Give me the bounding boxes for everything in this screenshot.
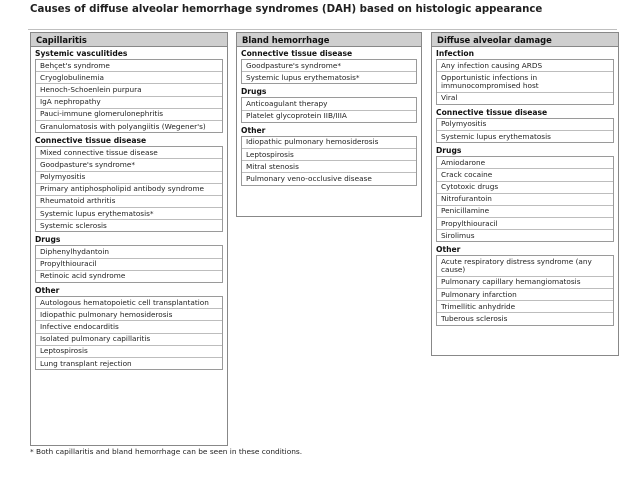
list-item: Anticoagulant therapy [242,98,416,110]
list-item: Idiopathic pulmonary hemosiderosis [36,309,222,321]
list-item: Platelet glycoprotein IIB/IIIA [246,111,347,121]
list-item: Lung transplant rejection [40,358,132,368]
list-item: Goodpasture's syndrome* [242,60,416,72]
section-heading: Drugs [241,87,267,97]
list-item: Penicillamine [437,206,613,218]
list-item: Retinoic acid syndrome [40,271,126,281]
list-item: Cryoglobulinemia [36,72,222,84]
list-item: Henoch-Schoenlein purpura [36,84,222,96]
section-heading: Connective tissue disease [241,49,353,58]
item-list [35,59,223,133]
item-list [436,156,614,242]
list-item: Crack cocaine [437,169,613,181]
item-list [241,97,417,122]
section-heading: Infection [436,49,475,58]
list-item: Propylthiouracil [437,218,613,230]
list-item: Leptospirosis [36,346,222,358]
list-item: Systemic sclerosis [40,220,107,230]
list-item: Acute respiratory distress syndrome (any cause) [437,256,613,276]
list-item: Leptospirosis [242,149,416,161]
item-list [436,118,614,143]
item-list [35,146,223,232]
list-item: Nitrofurantoin [437,194,613,206]
list-item: Idiopathic pulmonary hemosiderosis [242,137,416,149]
section-heading: Drugs [35,235,61,245]
list-item: Mixed connective tissue disease [36,147,222,159]
column-header: Bland hemorrhage [237,33,421,47]
list-item: IgA nephropathy [36,97,222,109]
list-item: Diphenylhydantoin [36,246,222,258]
item-list [35,296,223,370]
column-diffuse-alveolar-damage [431,32,619,356]
section-heading: Connective tissue disease [436,107,548,117]
list-item: Any infection causing ARDS [437,60,613,72]
column-body [432,47,618,326]
list-item: Rheumatoid arthritis [36,196,222,208]
list-item: Trimellitic anhydride [437,301,613,313]
list-item: Infective endocarditis [36,321,222,333]
item-list [241,136,417,186]
item-list [35,245,223,283]
list-item: Tuberous sclerosis [441,314,508,323]
list-item: Pulmonary veno-occlusive disease [246,173,372,183]
list-item: Polymyositis [36,172,222,184]
column-header: Capillaritis [31,33,227,47]
list-item: Systemic lupus erythematosis* [246,72,360,82]
list-item: Isolated pulmonary capillaritis [36,334,222,346]
section-heading: Systemic vasculitides [35,49,128,58]
list-item: Mitral stenosis [242,161,416,173]
column-body [31,47,227,370]
list-item: Propylthiouracil [36,259,222,271]
section-heading: Other [436,245,461,255]
column-body [237,47,421,186]
item-list [436,59,614,105]
list-item: Cytotoxic drugs [437,182,613,194]
list-item: Autologous hematopoietic cell transplantation [36,297,222,309]
item-list [241,59,417,84]
list-item: Polymyositis [437,119,613,131]
list-item: Pulmonary capillary hemangiomatosis [437,277,613,289]
list-item: Granulomatosis with polyangiitis (Wegener's) [40,121,206,131]
list-item: Goodpasture's syndrome* [36,159,222,171]
section-heading: Other [241,125,266,135]
list-item: Primary antiphospholipid antibody syndrome [36,184,222,196]
list-item: Systemic lupus erythematosis* [36,208,222,220]
item-list [436,255,614,325]
footnote: * Both capillaritis and bland hemorrhage can be seen in these conditions. [30,447,303,456]
list-item: Amiodarone [437,157,613,169]
list-item: Pauci-immune glomerulonephritis [36,109,222,121]
list-item: Sirolimus [441,230,475,240]
title-divider [28,29,617,30]
list-item: Pulmonary infarction [437,289,613,301]
list-item: Viral [441,93,458,103]
section-heading: Drugs [436,146,462,156]
section-heading: Connective tissue disease [35,136,147,146]
list-item: Systemic lupus erythematosis [441,131,551,141]
list-item: Behçet's syndrome [36,60,222,72]
column-capillaritis [30,32,228,446]
list-item: Opportunistic infections in immunocompromised host [437,72,613,92]
column-header: Diffuse alveolar damage [432,33,618,47]
table-title: Causes of diffuse alveolar hemorrhage syndromes (DAH) based on histologic appearance [30,4,543,15]
column-bland-hemorrhage [236,32,422,217]
section-heading: Other [35,286,60,295]
